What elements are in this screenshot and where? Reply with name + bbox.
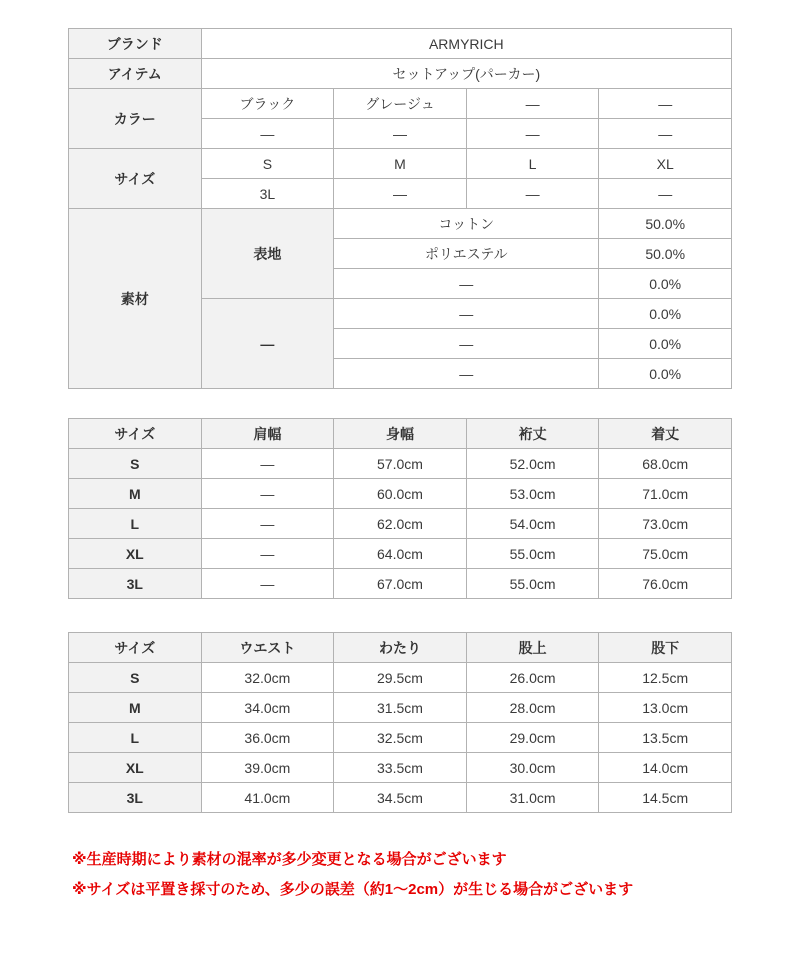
measurement-cell: 73.0cm: [599, 509, 732, 539]
material-label: 素材: [69, 209, 202, 389]
table-row: [69, 569, 732, 599]
measurement-cell: 29.0cm: [466, 723, 599, 753]
column-header: わたり: [334, 633, 467, 663]
measurement-cell: 14.5cm: [599, 783, 732, 813]
material-group-label: 表地: [201, 209, 334, 299]
size-label: サイズ: [69, 149, 202, 209]
color-value: ブラック: [201, 89, 334, 119]
measurement-cell: 60.0cm: [334, 479, 467, 509]
measurement-cell: 32.5cm: [334, 723, 467, 753]
measurement-cell: —: [201, 569, 334, 599]
size-value: 3L: [201, 179, 334, 209]
table-row: [69, 479, 732, 509]
column-header: ウエスト: [201, 633, 334, 663]
table-row: [69, 29, 732, 59]
size-value: XL: [599, 149, 732, 179]
measurement-cell: 31.5cm: [334, 693, 467, 723]
measurement-cell: 36.0cm: [201, 723, 334, 753]
column-header: サイズ: [69, 633, 202, 663]
color-value: グレージュ: [334, 89, 467, 119]
measurement-cell: —: [201, 509, 334, 539]
material-name: ポリエステル: [334, 239, 599, 269]
column-header: 裄丈: [466, 419, 599, 449]
measurement-cell: 28.0cm: [466, 693, 599, 723]
material-group-label: —: [201, 299, 334, 389]
material-percent: 0.0%: [599, 299, 732, 329]
table-header-row: [69, 633, 732, 663]
table-row: [69, 449, 732, 479]
table-row: [69, 59, 732, 89]
row-size-label: S: [69, 663, 202, 693]
row-size-label: 3L: [69, 783, 202, 813]
row-size-label: L: [69, 723, 202, 753]
material-name: —: [334, 359, 599, 389]
measurement-cell: 30.0cm: [466, 753, 599, 783]
column-header: サイズ: [69, 419, 202, 449]
color-value: —: [334, 119, 467, 149]
table-row: [69, 783, 732, 813]
material-name: コットン: [334, 209, 599, 239]
size-value: S: [201, 149, 334, 179]
material-percent: 0.0%: [599, 359, 732, 389]
color-value: —: [599, 119, 732, 149]
measurement-cell: 33.5cm: [334, 753, 467, 783]
measurement-cell: 26.0cm: [466, 663, 599, 693]
measurement-cell: 32.0cm: [201, 663, 334, 693]
measurement-cell: 67.0cm: [334, 569, 467, 599]
column-header: 股上: [466, 633, 599, 663]
measurement-cell: 29.5cm: [334, 663, 467, 693]
item-label: アイテム: [69, 59, 202, 89]
table-row: [69, 753, 732, 783]
material-disclaimer-note: ※生産時期により素材の混率が多少変更となる場合がございます: [72, 851, 507, 868]
measurement-cell: 41.0cm: [201, 783, 334, 813]
table-row: [69, 539, 732, 569]
table-row: [69, 149, 732, 179]
measurement-cell: 62.0cm: [334, 509, 467, 539]
column-header: 肩幅: [201, 419, 334, 449]
measurement-cell: 71.0cm: [599, 479, 732, 509]
size-value: —: [466, 179, 599, 209]
measurement-cell: 68.0cm: [599, 449, 732, 479]
product-info-table: [68, 28, 732, 389]
material-percent: 50.0%: [599, 209, 732, 239]
row-size-label: L: [69, 509, 202, 539]
size-value: L: [466, 149, 599, 179]
row-size-label: 3L: [69, 569, 202, 599]
size-value: M: [334, 149, 467, 179]
measurement-cell: 54.0cm: [466, 509, 599, 539]
material-name: —: [334, 329, 599, 359]
tops-measurements-table: [68, 418, 732, 599]
measurement-cell: 64.0cm: [334, 539, 467, 569]
size-disclaimer-note: ※サイズは平置き採寸のため、多少の誤差（約1～2cm）が生じる場合がございます: [72, 881, 634, 898]
table-header-row: [69, 419, 732, 449]
material-percent: 0.0%: [599, 329, 732, 359]
measurement-cell: 52.0cm: [466, 449, 599, 479]
measurement-cell: 34.0cm: [201, 693, 334, 723]
measurement-cell: 55.0cm: [466, 569, 599, 599]
measurement-cell: 53.0cm: [466, 479, 599, 509]
measurement-cell: 12.5cm: [599, 663, 732, 693]
color-value: —: [466, 119, 599, 149]
row-size-label: M: [69, 479, 202, 509]
column-header: 身幅: [334, 419, 467, 449]
table-row: [69, 509, 732, 539]
measurement-cell: —: [201, 449, 334, 479]
measurement-cell: 14.0cm: [599, 753, 732, 783]
material-percent: 50.0%: [599, 239, 732, 269]
material-name: —: [334, 269, 599, 299]
bottoms-measurements-table: [68, 632, 732, 813]
color-label: カラー: [69, 89, 202, 149]
color-value: —: [599, 89, 732, 119]
material-percent: 0.0%: [599, 269, 732, 299]
row-size-label: XL: [69, 753, 202, 783]
item-value: セットアップ(パーカー): [201, 59, 731, 89]
measurement-cell: 13.5cm: [599, 723, 732, 753]
row-size-label: XL: [69, 539, 202, 569]
measurement-cell: 55.0cm: [466, 539, 599, 569]
table-row: [69, 663, 732, 693]
color-value: —: [201, 119, 334, 149]
column-header: 着丈: [599, 419, 732, 449]
measurement-cell: 75.0cm: [599, 539, 732, 569]
measurement-cell: 39.0cm: [201, 753, 334, 783]
table-row: [69, 89, 732, 119]
measurement-cell: —: [201, 539, 334, 569]
row-size-label: M: [69, 693, 202, 723]
brand-label: ブランド: [69, 29, 202, 59]
row-size-label: S: [69, 449, 202, 479]
measurement-cell: 57.0cm: [334, 449, 467, 479]
measurement-cell: —: [201, 479, 334, 509]
table-row: [69, 723, 732, 753]
measurement-cell: 34.5cm: [334, 783, 467, 813]
size-value: —: [599, 179, 732, 209]
column-header: 股下: [599, 633, 732, 663]
color-value: —: [466, 89, 599, 119]
measurement-cell: 76.0cm: [599, 569, 732, 599]
brand-value: ARMYRICH: [201, 29, 731, 59]
size-value: —: [334, 179, 467, 209]
table-row: [69, 209, 732, 239]
footnotes: [72, 845, 800, 905]
table-row: [69, 693, 732, 723]
material-name: —: [334, 299, 599, 329]
measurement-cell: 31.0cm: [466, 783, 599, 813]
measurement-cell: 13.0cm: [599, 693, 732, 723]
